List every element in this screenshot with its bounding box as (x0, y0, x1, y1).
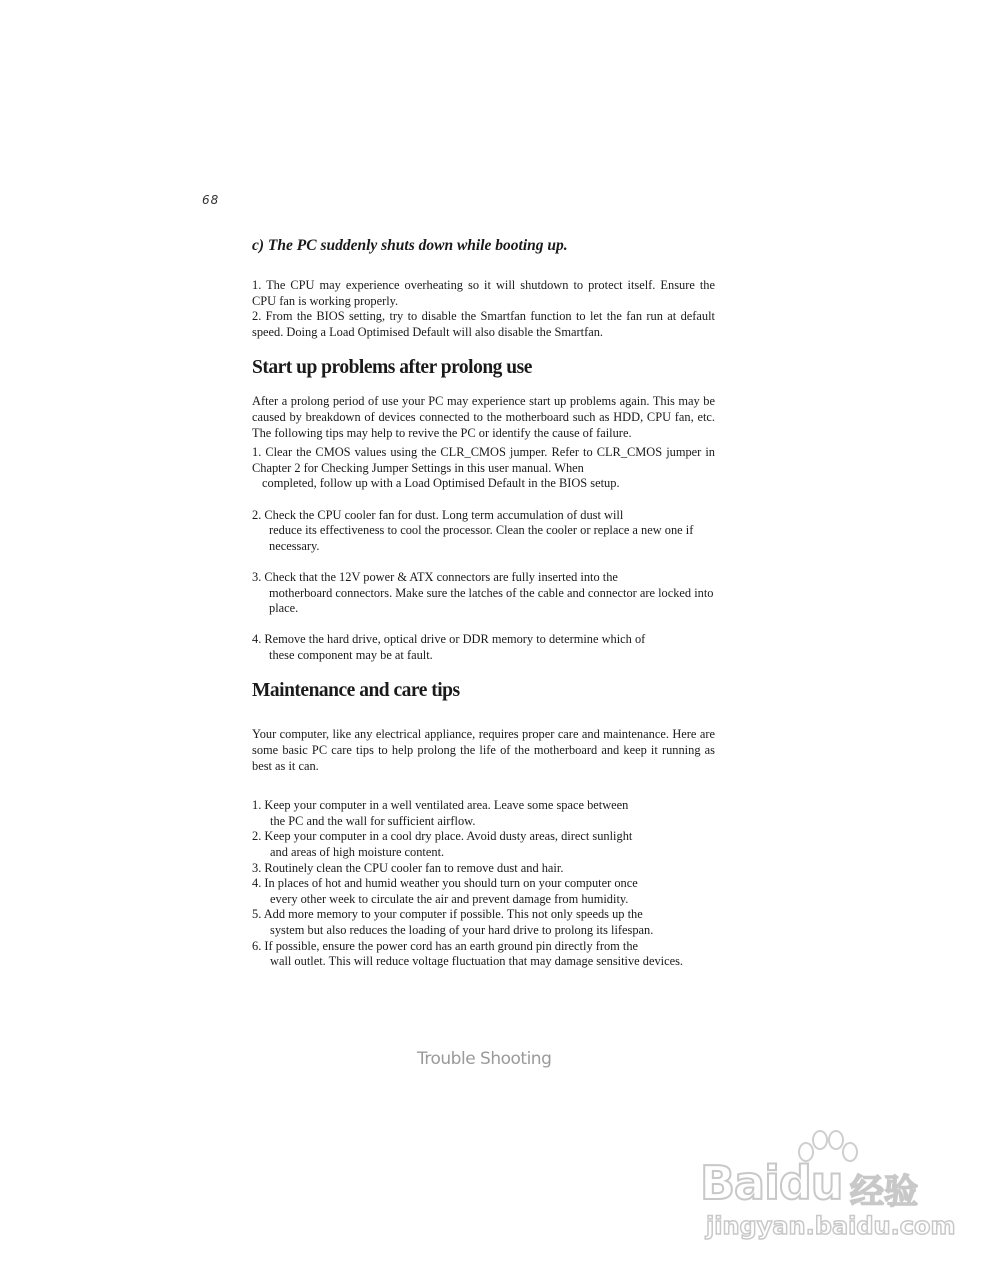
care-tip-2-line1: 2. Keep your computer in a cool dry place. Avoid dusty areas, direct sunlight (252, 829, 633, 844)
startup-tip-4 (252, 632, 715, 663)
care-tip-1-line1: 1. Keep your computer in a well ventilated area. Leave some space between (252, 798, 629, 813)
care-tip-6-line2: wall outlet. This will reduce voltage fluctuation that may damage sensitive devices. (270, 954, 684, 969)
document-body (252, 236, 715, 970)
startup-tip-2-line2: reduce its effectiveness to cool the processor. Clean the cooler or replace a new one if necessary. (269, 523, 694, 553)
startup-tip-1-line1: 1. Clear the CMOS values using the CLR_CMOS jumper. Refer to CLR_CMOS jumper in Chapter 2 for Checking Jumper Settings in this user manual. When (252, 445, 715, 475)
care-tip-1-line2: the PC and the wall for sufficient airflow. (270, 813, 476, 828)
startup-tip-1-line2: completed, follow up with a Load Optimised Default in the BIOS setup. (262, 476, 620, 491)
care-tip-3-line1: 3. Routinely clean the CPU cooler fan to remove dust and hair. (252, 860, 564, 875)
care-tip-5 (252, 907, 715, 938)
maintenance-intro: Your computer, like any electrical appliance, requires proper care and maintenance. Here are some basic PC care tips to help prolong the life of the motherboard and keep it running as best as it can. (252, 727, 715, 773)
section-c-item-1: 1. The CPU may experience overheating so it will shutdown to protect itself. Ensure the CPU fan is working properly. (252, 278, 715, 308)
maintenance-heading: Maintenance and care tips (252, 680, 460, 702)
watermark-url: jingyan.baidu.com (706, 1212, 956, 1240)
page-footer: Trouble Shooting (417, 1049, 552, 1069)
maintenance-tips (252, 798, 715, 970)
care-tip-5-line2: system but also reduces the loading of your hard drive to prolong its lifespan. (270, 923, 654, 937)
section-c-heading: c) The PC suddenly shuts down while booting up. (252, 237, 568, 254)
care-tip-4 (252, 876, 715, 907)
care-tip-3 (252, 861, 715, 877)
startup-tip-4-line1: 4. Remove the hard drive, optical drive or DDR memory to determine which of (252, 632, 646, 647)
startup-tip-4-line2: these component may be at fault. (269, 647, 433, 662)
startup-tip-3-line2: motherboard connectors. Make sure the latches of the cable and connector are locked into place. (269, 585, 714, 616)
care-tip-2-line2: and areas of high moisture content. (270, 845, 445, 860)
startup-tip-3-line1: 3. Check that the 12V power & ATX connectors are fully inserted into the (252, 569, 618, 584)
startup-tip-3 (252, 570, 715, 617)
watermark-chinese-text: 经验 (850, 1172, 918, 1212)
startup-tip-2 (252, 508, 715, 555)
care-tip-1 (252, 798, 715, 829)
section-c-list (252, 278, 715, 340)
care-tip-6-line1: 6. If possible, ensure the power cord has an earth ground pin directly from the (252, 938, 639, 953)
section-c-item-2: 2. From the BIOS setting, try to disable the Smartfan function to let the fan run at default speed. Doing a Load Optimised Default will also disable the Smartfan. (252, 309, 715, 339)
care-tip-4-line2: every other week to circulate the air and prevent damage from humidity. (270, 891, 629, 906)
startup-intro: After a prolong period of use your PC may experience start up problems again. This may be caused by breakdown of devices connected to the motherboard such as HDD, CPU fan, etc. The following tips may help to revive the PC or identify the cause of failure. (252, 394, 715, 440)
care-tip-5-line1: 5. Add more memory to your computer if possible. This not only speeds up the (252, 907, 643, 922)
care-tip-4-line1: 4. In places of hot and humid weather you should turn on your computer once (252, 876, 638, 891)
startup-tip-1 (252, 445, 715, 492)
page-number: 68 (202, 193, 220, 207)
startup-tips (252, 445, 715, 663)
startup-heading: Start up problems after prolong use (252, 357, 532, 379)
care-tip-2 (252, 829, 715, 860)
care-tip-6 (252, 939, 715, 970)
watermark-logo-text: Baidu (700, 1156, 843, 1210)
baidu-watermark (700, 1130, 956, 1250)
startup-tip-2-line1: 2. Check the CPU cooler fan for dust. Long term accumulation of dust will (252, 507, 624, 522)
